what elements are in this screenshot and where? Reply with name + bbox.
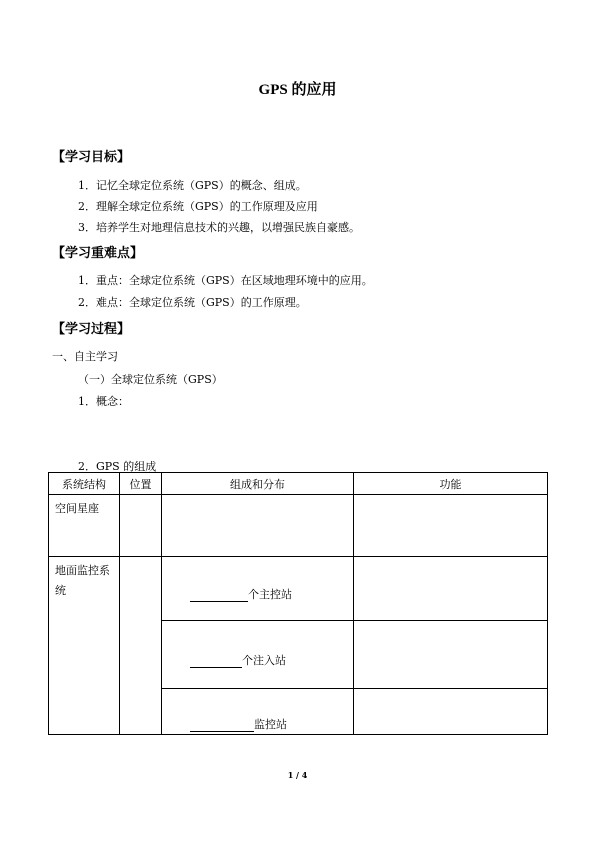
table-row (49, 495, 548, 557)
key-point-item-1: 1．重点：全球定位系统（GPS）在区域地理环境中的应用。 (78, 274, 373, 287)
table-header-row (49, 473, 548, 495)
space-composition-cell (162, 495, 354, 557)
ground-position-cell (120, 557, 162, 735)
key-points-heading: 【学习重难点】 (52, 246, 144, 261)
objective-item-3: 3．培养学生对地理信息技术的兴趣，以增强民族自豪感。 (78, 221, 360, 234)
objective-item-2: 2．理解全球定位系统（GPS）的工作原理及应用 (78, 200, 318, 213)
composition-label: 2．GPS 的组成 (78, 460, 157, 473)
gps-composition-table (48, 472, 548, 735)
injection-station-cell (162, 621, 354, 689)
header-function: 功能 (354, 473, 548, 495)
master-station-label: 个主控站 (248, 587, 292, 601)
key-point-item-2: 2．难点：全球定位系统（GPS）的工作原理。 (78, 296, 307, 309)
space-constellation-label: 空间星座 (55, 502, 99, 515)
master-station-blank (190, 589, 248, 602)
space-constellation-cell (49, 495, 120, 557)
monitor-station-cell (162, 689, 354, 735)
page-title: GPS 的应用 (258, 82, 337, 98)
injection-station-function-cell (354, 621, 548, 689)
page-number: 1 / 4 (287, 770, 308, 780)
concept-label: 1．概念： (78, 395, 129, 408)
space-position-cell (120, 495, 162, 557)
table-row (49, 557, 548, 621)
injection-station-blank (190, 655, 242, 668)
ground-control-label: 地面监控系统 (55, 564, 110, 597)
header-system-structure: 系统结构 (49, 473, 120, 495)
header-composition: 组成和分布 (162, 473, 354, 495)
master-station-function-cell (354, 557, 548, 621)
header-position: 位置 (120, 473, 162, 495)
space-function-cell (354, 495, 548, 557)
monitor-station-function-cell (354, 689, 548, 735)
gps-subheading: （一）全球定位系统（GPS） (78, 373, 223, 386)
process-subheading: 一、自主学习 (52, 350, 118, 363)
monitor-station-blank (190, 719, 254, 732)
ground-control-cell (49, 557, 120, 735)
objectives-heading: 【学习目标】 (52, 150, 131, 165)
objective-item-1: 1．记忆全球定位系统（GPS）的概念、组成。 (78, 179, 307, 192)
injection-station-label: 个注入站 (242, 653, 286, 667)
process-heading: 【学习过程】 (52, 322, 131, 337)
master-station-cell (162, 557, 354, 621)
monitor-station-label: 监控站 (254, 718, 287, 731)
